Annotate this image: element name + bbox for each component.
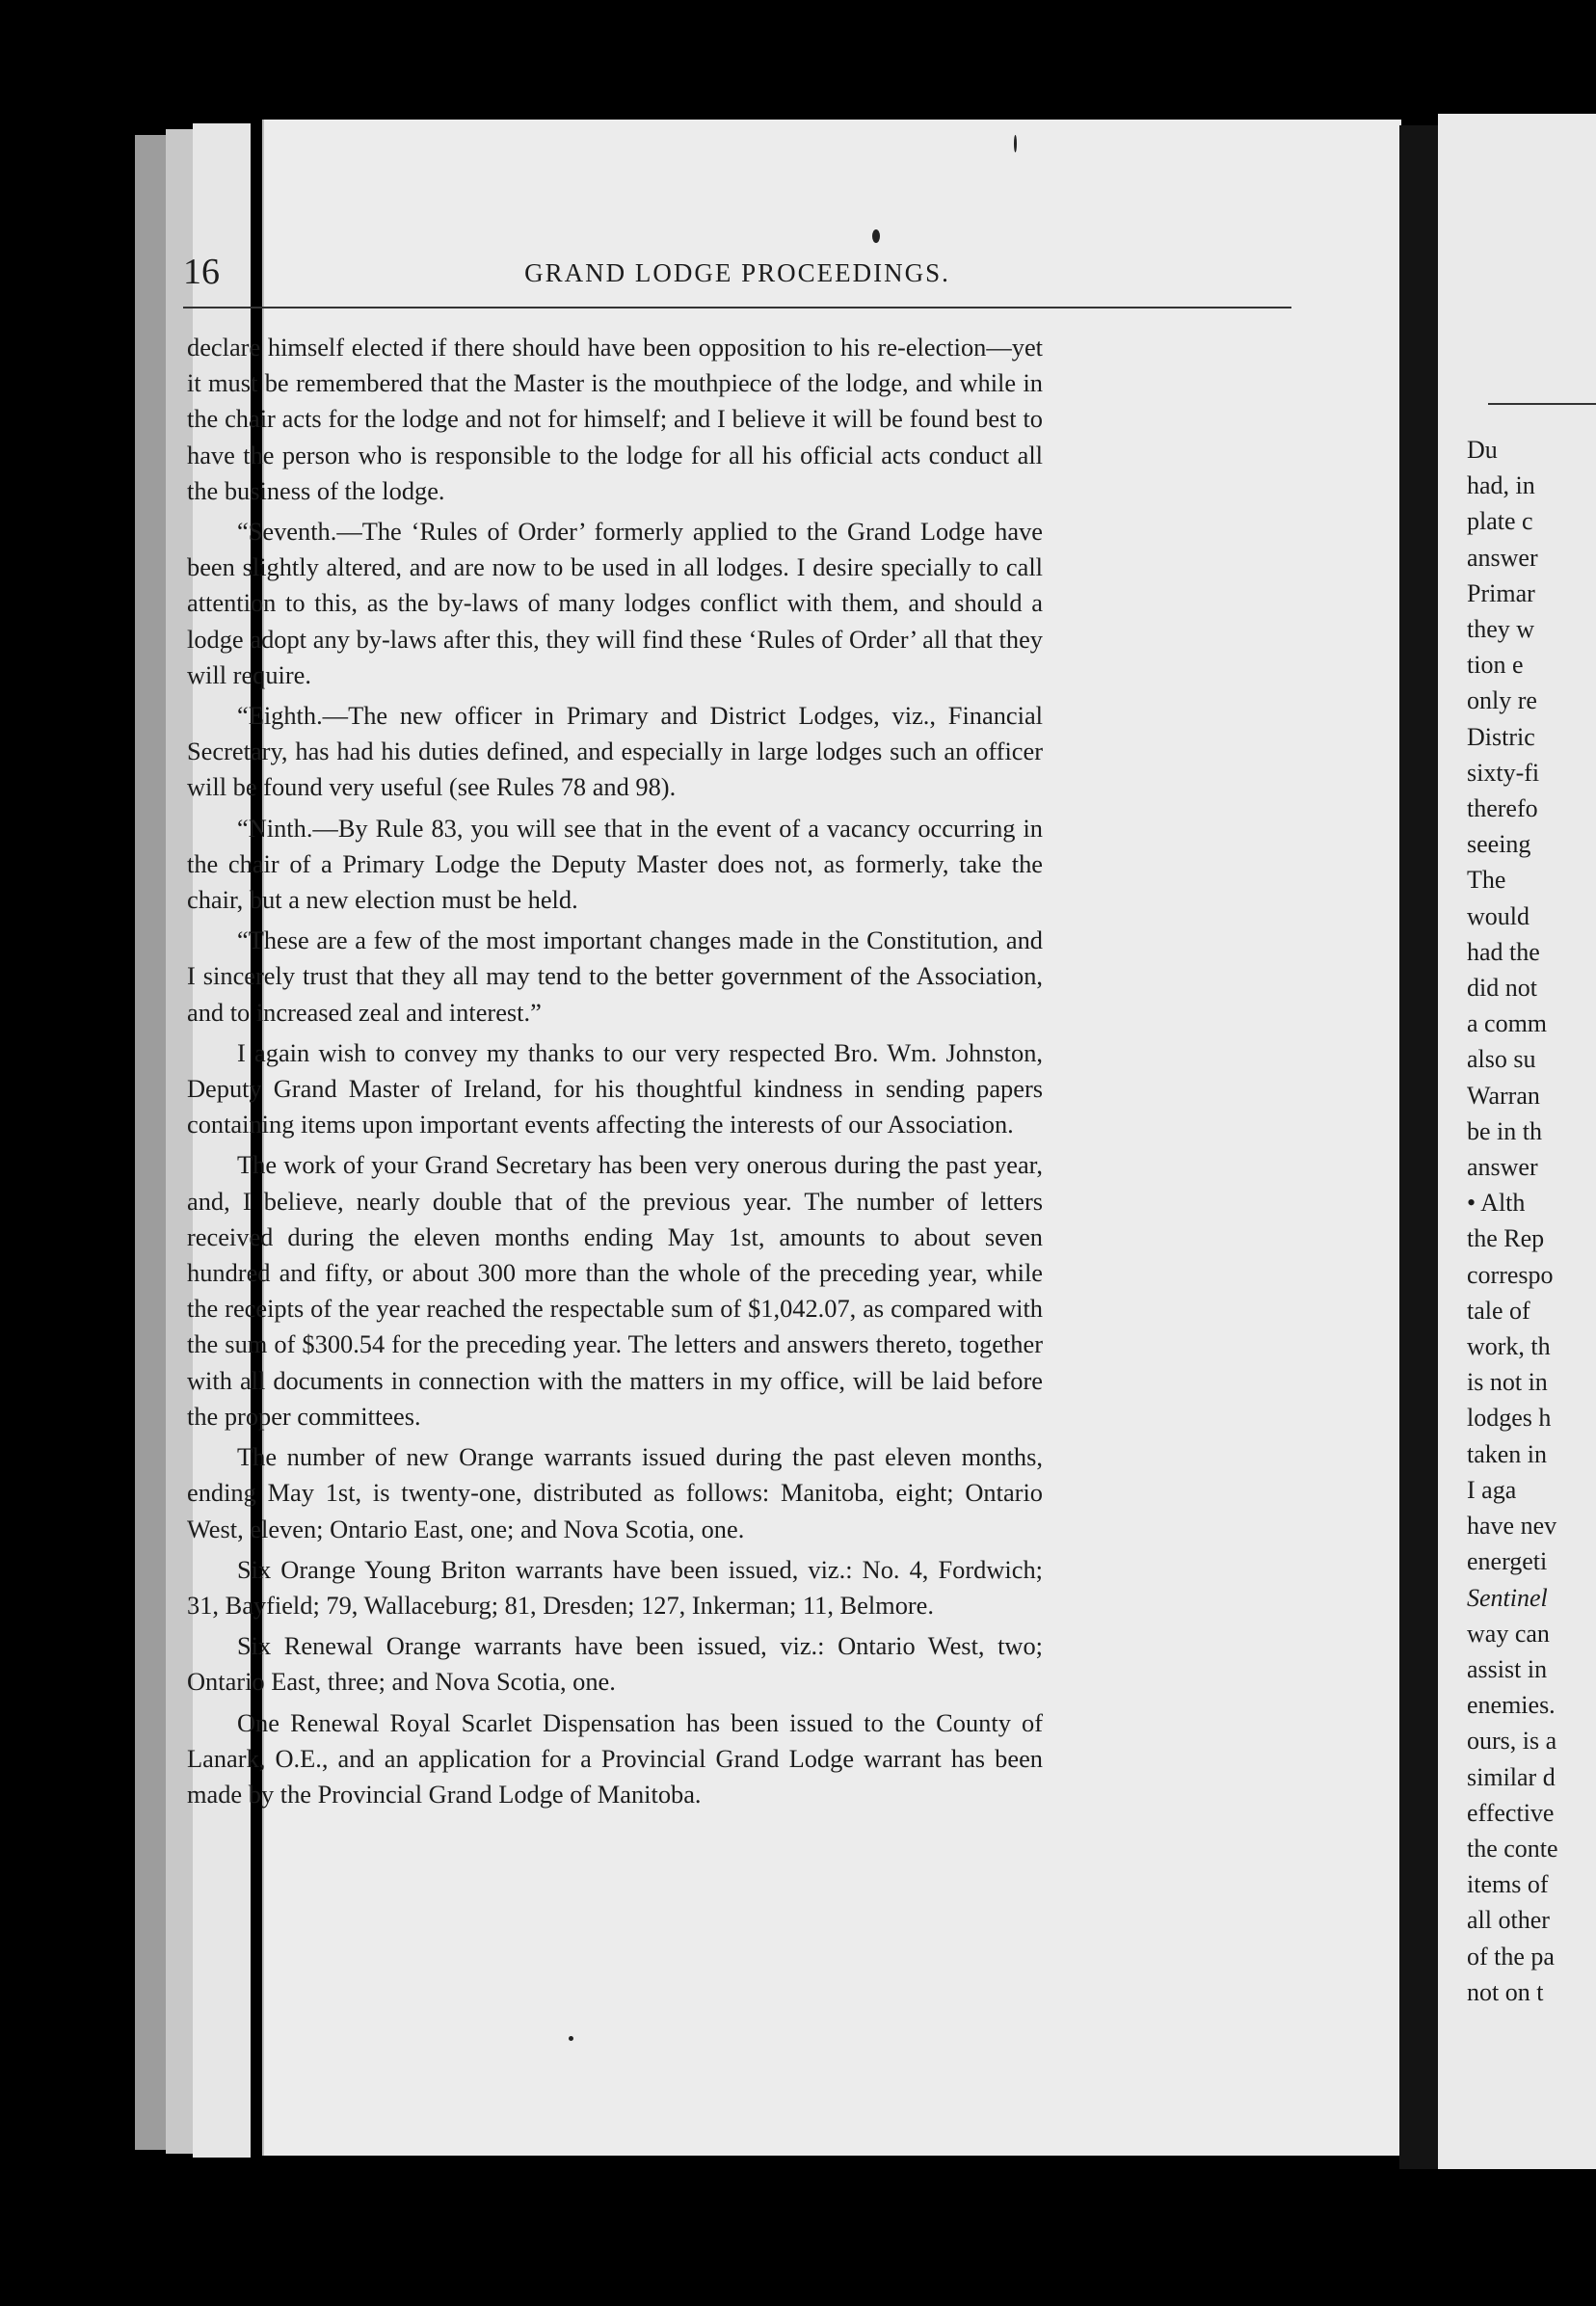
right-page-line: effective xyxy=(1467,1798,1555,1827)
paragraph: I again wish to convey my thanks to our very respected Bro. Wm. Johnston, Deputy Grand Master of Ireland, for his thoughtful kindness in sending papers containing items upon important events affecting the interests of our Association. xyxy=(187,1037,1043,1140)
right-page-line: answer xyxy=(1467,543,1538,572)
paragraph: “Ninth.—By Rule 83, you will see that in the event of a vacancy occurring in the chair of a Primary Lodge the Deputy Master does not, as formerly, take the chair, but a new election must be held. xyxy=(187,813,1043,915)
right-page-line: a comm xyxy=(1467,1009,1548,1038)
right-page-line: had the xyxy=(1467,937,1540,966)
header-rule xyxy=(183,307,1291,308)
right-page-line: tion e xyxy=(1467,651,1524,680)
paragraph: Six Orange Young Briton warrants have been issued, viz.: No. 4, Fordwich; 31, Bayfield; 79, Wallaceburg; 81, Dresden; 127, Inkerman; 11, Belmore. xyxy=(187,1554,1043,1620)
right-page-line: ours, is a xyxy=(1467,1727,1557,1756)
paragraph: The work of your Grand Secretary has been very onerous during the past year, and, I believe, nearly double that of the previous year. The number of letters received during the eleven months ending May 1st, amounts to about seven hundred and fifty, or about 300 more than the whole of the preceding year, while the receipts of the year reached the respectable sum of $1,042.07, as compared with the sum of $300.54 for the preceding year. The letters and answers thereto, together with all documents in connection with the matters in my office, will be laid before the proper committees. xyxy=(187,1150,1043,1431)
right-page-line: seeing xyxy=(1467,830,1531,859)
page-header xyxy=(183,251,1291,299)
right-page-line: way can xyxy=(1467,1619,1550,1648)
right-page-line: Sentinel xyxy=(1467,1583,1548,1612)
right-page-line: Du xyxy=(1467,436,1498,464)
right-page-line: enemies. xyxy=(1467,1691,1556,1720)
right-page-line: assist in xyxy=(1467,1654,1548,1683)
right-page-line: not on t xyxy=(1467,1977,1544,2006)
right-page-line: the conte xyxy=(1467,1834,1558,1863)
header-rule xyxy=(1488,403,1596,405)
body-text xyxy=(187,330,1043,1817)
paragraph: “These are a few of the most important changes made in the Constitution, and I sincerely trust that they all may tend to the better government of the Association, and to increased zeal and interest.” xyxy=(187,925,1043,1027)
right-page-line: work, th xyxy=(1467,1332,1551,1361)
right-page-line: I aga xyxy=(1467,1475,1517,1504)
right-page-line: is not in xyxy=(1467,1368,1548,1397)
right-page-line: taken in xyxy=(1467,1439,1548,1468)
right-page-line: sixty-fi xyxy=(1467,758,1540,787)
page-number: 16 xyxy=(183,252,220,292)
right-page-line: answer xyxy=(1467,1153,1538,1182)
right-page-line: also su xyxy=(1467,1045,1536,1074)
ink-speck xyxy=(1014,135,1017,152)
right-page-line: Distric xyxy=(1467,722,1535,751)
right-page-line: tale of xyxy=(1467,1296,1530,1325)
right-page-line: the Rep xyxy=(1467,1224,1545,1253)
right-page-line: had, in xyxy=(1467,471,1535,500)
right-page-line: did not xyxy=(1467,974,1537,1003)
right-page-line: The xyxy=(1467,866,1506,895)
right-page-line: similar d xyxy=(1467,1762,1556,1791)
right-page-line: have nev xyxy=(1467,1512,1557,1541)
ink-speck xyxy=(569,2036,573,2041)
right-page-line: items of xyxy=(1467,1870,1549,1899)
right-page-line: Warran xyxy=(1467,1081,1540,1110)
right-page-line: they w xyxy=(1467,615,1535,644)
paragraph: declare himself elected if there should have been opposition to his re-election—yet it must be remembered that the Master is the mouthpiece of the lodge, and while in the chair acts for the lodge and not for himself; and I believe it will be found best to have the person who is responsible to the lodge for all his official acts conduct all the business of the lodge. xyxy=(187,333,1043,505)
right-page-line: would xyxy=(1467,901,1530,930)
paragraph: “Seventh.—The ‘Rules of Order’ formerly applied to the Grand Lodge have been slightly altered, and are now to be used in all lodges. I desire specially to call attention to this, as the by-laws of many lodges conflict with them, and should a lodge adopt any by-laws after this, they will find these ‘Rules of Order’ all that they will require. xyxy=(187,517,1043,689)
paragraph: Six Renewal Orange warrants have been issued, viz.: Ontario West, two; Ontario East, three; and Nova Scotia, one. xyxy=(187,1631,1043,1697)
right-page-line: therefo xyxy=(1467,794,1538,823)
right-page-line: of the pa xyxy=(1467,1942,1555,1971)
paragraph: The number of new Orange warrants issued during the past eleven months, ending May 1st, is twenty-one, distributed as follows: Manitoba, eight; Ontario West, eleven; Ontario East, one; and Nova Scotia, one. xyxy=(187,1442,1043,1543)
right-page-line: • Alth xyxy=(1467,1189,1526,1218)
right-page-line: energeti xyxy=(1467,1547,1548,1576)
right-page-line: lodges h xyxy=(1467,1404,1552,1433)
ink-speck xyxy=(872,229,880,243)
book-gutter xyxy=(1399,125,1438,2169)
running-head: GRAND LODGE PROCEEDINGS. xyxy=(524,258,950,287)
right-page-line: all other xyxy=(1467,1906,1550,1935)
paragraph: “Eighth.—The new officer in Primary and District Lodges, viz., Financial Secretary, has had his duties defined, and especially in large lodges such an officer will be found very useful (see Rules 78 and 98). xyxy=(187,701,1043,802)
right-page-text xyxy=(1467,432,1596,2010)
right-page-line: Primar xyxy=(1467,578,1535,607)
right-page-line: only re xyxy=(1467,686,1537,715)
right-page-line: plate c xyxy=(1467,507,1533,536)
right-page-line: correspo xyxy=(1467,1260,1554,1289)
paragraph: One Renewal Royal Scarlet Dispensation has been issued to the County of Lanark, O.E., and an application for a Provincial Grand Lodge warrant has been made by the Provincial Grand Lodge of Manitoba. xyxy=(187,1707,1043,1809)
right-page xyxy=(1438,114,1596,2169)
right-page-line: be in th xyxy=(1467,1116,1542,1145)
